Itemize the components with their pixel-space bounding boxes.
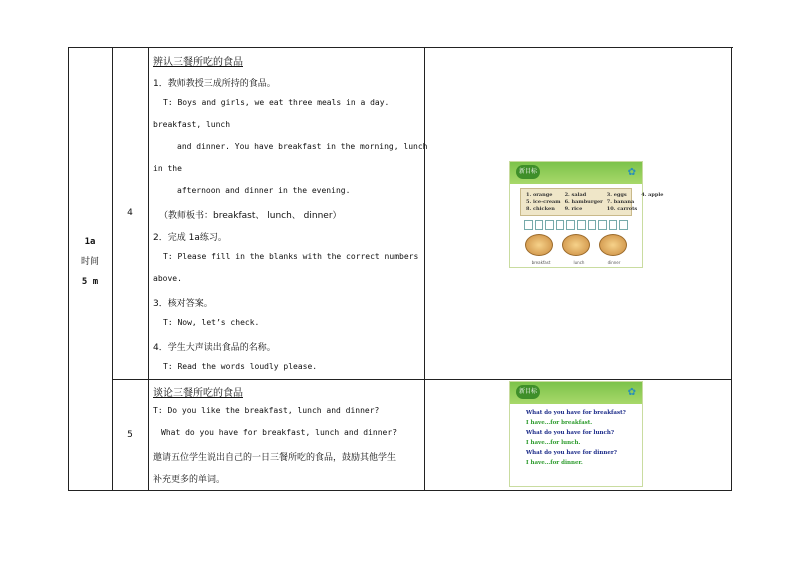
answer-line: I have…for lunch.: [526, 440, 581, 446]
word-item: 3. eggs: [606, 192, 627, 198]
answer-box: [619, 220, 628, 230]
lunch-plate-icon: [562, 234, 590, 256]
meal-label: dinner: [607, 260, 621, 265]
stage-name: 1a: [84, 237, 96, 247]
meal-labels: [520, 260, 632, 265]
word-item: 9. rice: [564, 206, 583, 212]
table-divider: [112, 47, 113, 490]
slide-header: [510, 162, 642, 184]
slide-food-words: [509, 161, 664, 268]
word-item: [641, 199, 663, 205]
answer-boxes: [524, 220, 628, 230]
table-divider: [731, 47, 732, 490]
time-label: 时间: [80, 257, 99, 267]
text-line: 补充更多的单词。: [153, 475, 226, 485]
text-line: T: Do you like the breakfast, lunch and dinner?: [153, 406, 380, 415]
slide-header: [510, 382, 642, 404]
text-line: and dinner. You have breakfast in the morning, lunch: [177, 142, 428, 151]
answer-box: [598, 220, 607, 230]
slide-meal-dialogue: [509, 381, 643, 487]
step-number: 4: [127, 208, 133, 218]
question-line: What do you have for breakfast?: [526, 410, 626, 416]
word-item: [641, 206, 663, 212]
word-item: 5. ice-cream: [526, 199, 561, 205]
flower-icon: ✿: [627, 387, 636, 398]
text-line: 2．完成 1a练习。: [153, 233, 227, 243]
text-line: afternoon and dinner in the evening.: [177, 186, 351, 195]
table-divider: [148, 47, 149, 490]
table-divider: [424, 47, 425, 490]
word-item: 8. chicken: [526, 206, 555, 212]
step-title: 谈论三餐所吃的食品: [153, 388, 243, 399]
answer-line: I have…for breakfast.: [526, 420, 593, 426]
word-list: [520, 188, 664, 216]
step-title: 辨认三餐所吃的食品: [153, 57, 243, 68]
text-line: breakfast, lunch: [153, 120, 231, 129]
word-item: 2. salad: [564, 192, 587, 198]
question-line: What do you have for dinner?: [526, 450, 617, 456]
word-item: 1. orange: [526, 192, 553, 198]
dialogue: [510, 404, 642, 472]
answer-box: [545, 220, 554, 230]
duration: 5 m: [81, 277, 99, 287]
flower-icon: ✿: [627, 167, 636, 178]
answer-box: [566, 220, 575, 230]
step-number: 5: [127, 430, 133, 440]
answer-box: [588, 220, 597, 230]
answer-box: [524, 220, 533, 230]
answer-box: [535, 220, 544, 230]
text-line: What do you have for breakfast, lunch and dinner?: [161, 428, 398, 437]
slide-logo: 新目标: [516, 385, 540, 399]
table-divider: [68, 490, 732, 491]
dinner-plate-icon: [599, 234, 627, 256]
answer-box: [609, 220, 618, 230]
answer-box: [556, 220, 565, 230]
text-line: T: Read the words loudly please.: [163, 362, 318, 371]
word-item: 7. banana: [606, 199, 635, 205]
text-line: T: Boys and girls, we eat three meals in a day.: [163, 98, 390, 107]
text-line: T: Now, let’s check.: [163, 318, 260, 327]
slide-logo: 新目标: [516, 165, 540, 179]
stage-cell: [68, 232, 112, 292]
text-line: 3．核对答案。: [153, 299, 213, 309]
text-line: above.: [153, 274, 182, 283]
answer-box: [577, 220, 586, 230]
question-line: What do you have for lunch?: [526, 430, 615, 436]
meal-pictures: [520, 234, 632, 256]
answer-line: I have…for dinner.: [526, 460, 583, 466]
text-line: T: Please fill in the blanks with the correct numbers: [163, 252, 419, 261]
meal-label: breakfast: [531, 260, 551, 265]
text-line: （教师板书：breakfast、 lunch、 dinner）: [159, 211, 342, 221]
word-item: 10. carrots: [606, 206, 638, 212]
word-item: 6. hamburger: [564, 199, 603, 205]
text-line: 邀请五位学生说出自己的一日三餐所吃的食品，鼓励其他学生: [153, 453, 397, 463]
meal-label: lunch: [573, 260, 585, 265]
text-line: in the: [153, 164, 182, 173]
text-line: 4．学生大声读出食品的名称。: [153, 343, 276, 353]
word-item: 4. apple: [641, 192, 664, 198]
table-divider: [112, 379, 732, 380]
breakfast-plate-icon: [525, 234, 553, 256]
text-line: 1．教师教授三成所持的食品。: [153, 79, 276, 89]
